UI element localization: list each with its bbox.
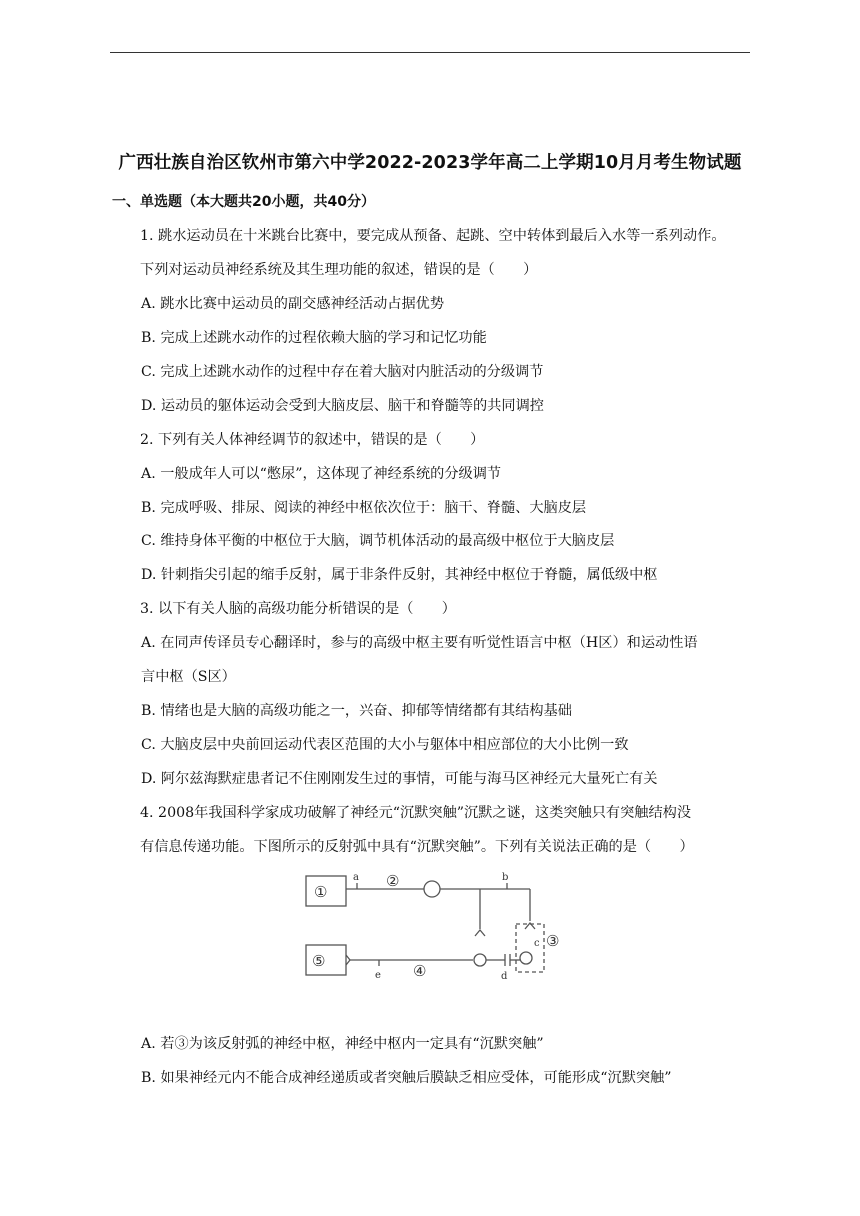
option-b: B. 如果神经元内不能合成神经递质或者突触后膜缺乏相应受体，可能形成“沉默突触” bbox=[141, 1070, 672, 1086]
option-d: D. 运动员的躯体运动会受到大脑皮层、脑干和脊髓等的共同调控 bbox=[141, 398, 544, 414]
label-e: e bbox=[375, 970, 381, 981]
option-d: D. 阿尔兹海默症患者记不住刚刚发生过的事情，可能与海马区神经元大量死亡有关 bbox=[141, 771, 658, 787]
label-4: ④ bbox=[413, 962, 427, 980]
option-b: B. 完成上述跳水动作的过程依赖大脑的学习和记忆功能 bbox=[141, 330, 487, 346]
neuron-soma bbox=[520, 952, 532, 964]
page-title: 广西壮族自治区钦州市第六中学2022-2023学年高二上学期10月月考生物试题 bbox=[118, 153, 742, 173]
option-a: A. 一般成年人可以“憋尿”，这体现了神经系统的分级调节 bbox=[141, 466, 502, 482]
label-3: ③ bbox=[546, 932, 560, 950]
neuron-soma bbox=[424, 881, 440, 897]
option-b: B. 情绪也是大脑的高级功能之一，兴奋、抑郁等情绪都有其结构基础 bbox=[141, 703, 572, 719]
option-b: B. 完成呼吸、排尿、阅读的神经中枢依次位于：脑干、脊髓、大脑皮层 bbox=[141, 500, 587, 516]
option-a: A. 若③为该反射弧的神经中枢，神经中枢内一定具有“沉默突触” bbox=[141, 1036, 544, 1052]
option-d: D. 针刺指尖引起的缩手反射，属于非条件反射，其神经中枢位于脊髓，属低级中枢 bbox=[141, 567, 658, 583]
question-stem: 有信息传递功能。下图所示的反射弧中具有“沉默突触”。下列有关说法正确的是（ ） bbox=[140, 839, 694, 855]
question-stem: 2. 下列有关人体神经调节的叙述中，错误的是（ ） bbox=[140, 432, 485, 448]
label-5: ⑤ bbox=[312, 952, 326, 970]
option-c: C. 维持身体平衡的中枢位于大脑，调节机体活动的最高级中枢位于大脑皮层 bbox=[141, 533, 615, 549]
option-c: C. 大脑皮层中央前回运动代表区范围的大小与躯体中相应部位的大小比例一致 bbox=[141, 737, 629, 753]
option-a: A. 跳水比赛中运动员的副交感神经活动占据优势 bbox=[141, 296, 445, 312]
label-d: d bbox=[501, 971, 508, 982]
option-a-continued: 言中枢（S区） bbox=[141, 669, 236, 685]
center-dashed-box bbox=[516, 924, 544, 972]
label-c: c bbox=[534, 938, 540, 949]
question-stem: 1. 跳水运动员在十米跳台比赛中，要完成从预备、起跳、空中转体到最后入水等一系列动作。 bbox=[140, 228, 726, 244]
top-rule bbox=[110, 52, 750, 53]
option-a: A. 在同声传译员专心翻译时，参与的高级中枢主要有听觉性语言中枢（H区）和运动性语 bbox=[141, 635, 698, 651]
question-stem: 4. 2008年我国科学家成功破解了神经元“沉默突触”沉默之谜，这类突触只有突触结构没 bbox=[140, 805, 692, 821]
question-stem: 下列对运动员神经系统及其生理功能的叙述，错误的是（ ） bbox=[140, 262, 538, 278]
question-stem: 3. 以下有关人脑的高级功能分析错误的是（ ） bbox=[140, 601, 456, 617]
section-heading: 一、单选题（本大题共20小题，共40分） bbox=[112, 194, 375, 210]
reflex-arc-diagram bbox=[300, 866, 560, 986]
label-b: b bbox=[502, 872, 509, 883]
label-1: ① bbox=[314, 883, 328, 901]
option-c: C. 完成上述跳水动作的过程中存在着大脑对内脏活动的分级调节 bbox=[141, 364, 544, 380]
neuron-soma bbox=[474, 954, 486, 966]
label-a: a bbox=[353, 872, 359, 883]
label-2: ② bbox=[386, 872, 400, 890]
